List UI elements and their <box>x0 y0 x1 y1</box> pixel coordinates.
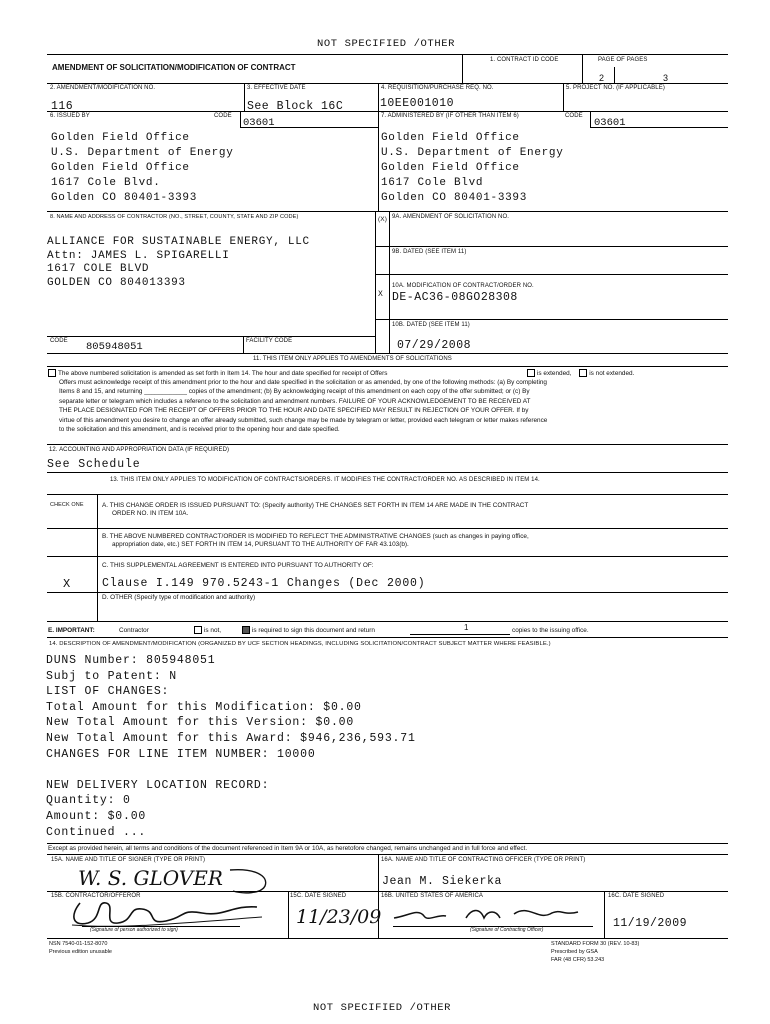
is-required-checkbox[interactable] <box>242 626 250 634</box>
label-10a: 10A. MODIFICATION OF CONTRACT/ORDER NO. <box>392 283 534 289</box>
copies-count: 1 <box>464 623 469 632</box>
item11-header: 11. THIS ITEM ONLY APPLIES TO AMENDMENTS OF SOLICITATIONS <box>253 356 452 362</box>
sig-16b-caption: (Signature of Contracting Officer) <box>470 927 544 933</box>
is-extended-checkbox[interactable] <box>527 369 535 377</box>
item13-header: 13. THIS ITEM ONLY APPLIES TO MODIFICATION OF CONTRACTS/ORDERS. IT MODIFIES THE CONTRACT/ORDER NO. AS DESCRIBED IN ITEM 14. <box>110 477 540 483</box>
contractor-word: Contractor <box>119 627 149 634</box>
contractor-code-value: 805948051 <box>86 341 143 353</box>
issued-code-value: 03601 <box>243 117 275 129</box>
option-c-text: C. THIS SUPPLEMENTAL AGREEMENT IS ENTERED INTO PURSUANT TO AUTHORITY OF: <box>102 562 374 569</box>
page-number: 2 <box>599 73 605 83</box>
label-16a: 16A. NAME AND TITLE OF CONTRACTING OFFICER (TYPE OR PRINT) <box>381 857 586 863</box>
solicitation-amended-checkbox[interactable] <box>48 369 56 377</box>
except-text: Except as provided herein, all terms and conditions of the document referenced in Item 9A or 10A, as heretofore changed, remains unchanged and in full force and effect. <box>48 845 528 852</box>
officer-signature <box>388 898 588 928</box>
is-not-option: is not, <box>194 626 221 635</box>
amend-no-value: 116 <box>51 100 74 113</box>
issued-by-address: Golden Field Office U.S. Department of Energy Golden Field Office 1617 Cole Blvd. Golden CO 80401-3393 <box>51 132 234 204</box>
important-label: E. IMPORTANT: <box>48 627 95 634</box>
value-10a: DE-AC36-08GO28308 <box>392 291 518 304</box>
item12-label: 12. ACCOUNTING AND APPROPRIATION DATA (IF REQUIRED) <box>49 447 230 453</box>
label-15b: 15B. CONTRACTOR/OFFEROR <box>51 893 141 899</box>
is-not-checkbox[interactable] <box>194 626 202 634</box>
footer-right: STANDARD FORM 30 (REV. 10-83) Prescribed by GSA FAR (48 CFR) 53.243 <box>551 941 640 963</box>
item11-first-line: The above numbered solicitation is amended as set forth in Item 14. The hour and date specified for receipt of Offers <box>48 369 387 378</box>
label-15a: 15A. NAME AND TITLE OF SIGNER (TYPE OR PRINT) <box>51 857 206 863</box>
option-d-text: D. OTHER (Specify type of modification and authority) <box>102 594 256 601</box>
contractor-address: ALLIANCE FOR SUSTAINABLE ENERGY, LLC Attn: JAMES L. SPIGARELLI 1617 COLE BLVD GOLDEN CO 804013393 <box>47 236 310 289</box>
item14-label: 14. DESCRIPTION OF AMENDMENT/MODIFICATION (ORGANIZED BY UCF SECTION HEADINGS, INCLUDING SOLICITATION/CONTRACT SUBJECT MATTER WHERE FEASIBLE.) <box>49 641 551 647</box>
banner-bottom: NOT SPECIFIED /OTHER <box>313 1002 452 1014</box>
option-a-text: A. THIS CHANGE ORDER IS ISSUED PURSUANT TO: (Specify authority) THE CHANGES SET FORTH IN ITEM 14 ARE MADE IN THE CONTRACT ORDER NO. IN ITEM 10A. <box>102 502 529 517</box>
item12-value: See Schedule <box>47 458 141 471</box>
form-title: AMENDMENT OF SOLICITATION/MODIFICATION OF CONTRACT <box>52 63 296 72</box>
sig-15b-caption: (Signature of person authorized to sign) <box>90 927 178 933</box>
administered-by-label: 7. ADMINISTERED BY (IF OTHER THAN ITEM 6) <box>381 113 519 119</box>
label-9b: 9B. DATED (SEE ITEM 11) <box>392 249 467 255</box>
admin-code-label: CODE <box>565 113 583 119</box>
copies-text: copies to the issuing office. <box>512 627 589 634</box>
page-of-pages-label: PAGE OF PAGES <box>598 57 648 63</box>
total-pages: 3 <box>663 73 669 83</box>
effective-date-label: 3. EFFECTIVE DATE <box>247 85 306 91</box>
date-15c: 11/23/09 <box>296 906 382 928</box>
check-10a[interactable]: X <box>378 290 383 299</box>
label-10b: 10B. DATED (SEE ITEM 11) <box>392 322 470 328</box>
option-c-authority: Clause I.149 970.5243-1 Changes (Dec 2000) <box>102 577 426 590</box>
effective-date-value: See Block 16C <box>247 100 344 113</box>
officer-name: Jean M. Siekerka <box>382 875 503 888</box>
project-no-label: 5. PROJECT NO. (IF APPLICABLE) <box>566 85 665 91</box>
requisition-value: 10EE001010 <box>380 97 455 110</box>
item14-description: DUNS Number: 805948051 Subj to Patent: N LIST OF CHANGES: Total Amount for this Modification: $0.00 New Total Amount for this Version: $0.00 New Total Amount for this Award: $946,236,593.71 CHANGES FOR LINE ITEM NUMBER: 10000 NEW DELIVERY LOCATION RECORD: Quantity: 0 Amount: $0.00 Continued ... <box>46 654 416 839</box>
label-15c: 15C. DATE SIGNED <box>290 893 347 899</box>
label-9a: 9A. AMENDMENT OF SOLICITATION NO. <box>392 214 509 220</box>
option-b-text: B. THE ABOVE NUMBERED CONTRACT/ORDER IS MODIFIED TO REFLECT THE ADMINISTRATIVE CHANGES (such as changes in paying office, appropriation date, etc.) SET FORTH IN ITEM 14, PURSUANT TO THE AUTHORITY OF FAR 43.103(b). <box>102 533 529 548</box>
label-16b: 16B. UNITED STATES OF AMERICA <box>381 893 484 899</box>
issued-code-label: CODE <box>214 113 232 119</box>
contractor-code-label: CODE <box>50 338 68 344</box>
amend-no-label: 2. AMENDMENT/MODIFICATION NO. <box>50 85 156 91</box>
item11-body: Offers must acknowledge receipt of this amendment prior to the hour and date specified in the solicitation or as amended, by one of the following methods: (a) By completing Items 8 and 15, and returning ____________ copies of the amendment; (b) By acknowledging receipt of this amendment on each copy of the offer submitted; or (c) By separate letter or telegram which includes a reference to the solicitation and amendment numbers. FAILURE OF YOUR ACKNOWLEDGEMENT TO BE RECEIVED AT THE PLACE DESIGNATED FOR THE RECEIPT OF OFFERS PRIOR TO THE HOUR AND DATE SPECIFIED MAY RESULT IN REJECTION OF YOUR OFFER. If by virtue of this amendment you desire to change an offer already submitted, such change may be made by telegram or letter, provided each telegram or letter makes reference to the solicitation and this amendment, and is received prior to the opening hour and date specified. <box>59 379 548 434</box>
administered-by-address: Golden Field Office U.S. Department of Energy Golden Field Office 1617 Cole Blvd Golden CO 80401-3393 <box>381 132 564 204</box>
signer-name: W. S. GLOVER <box>78 866 223 890</box>
is-required-option: is required to sign this document and return <box>242 626 375 635</box>
extension-options: is extended, is not extended. <box>527 369 634 378</box>
admin-code-value: 03601 <box>594 117 626 129</box>
option-c-check[interactable]: X <box>63 577 71 591</box>
contractor-label: 8. NAME AND ADDRESS OF CONTRACTOR (NO., STREET, COUNTY, STATE AND ZIP CODE) <box>50 214 299 220</box>
value-10b: 07/29/2008 <box>397 339 472 352</box>
label-16c: 16C. DATE SIGNED <box>608 893 665 899</box>
facility-code-label: FACILITY CODE <box>246 338 293 344</box>
date-16c: 11/19/2009 <box>613 917 688 930</box>
x-column-label: (X) <box>378 216 387 223</box>
issued-by-label: 6. ISSUED BY <box>50 113 90 119</box>
contract-id-label: 1. CONTRACT ID CODE <box>490 57 559 63</box>
banner-top: NOT SPECIFIED /OTHER <box>317 38 456 50</box>
requisition-label: 4. REQUISITION/PURCHASE REQ. NO. <box>381 85 494 91</box>
check-one-label: CHECK ONE <box>50 502 84 508</box>
is-not-extended-checkbox[interactable] <box>579 369 587 377</box>
footer-left: NSN 7540-01-152-8070 Previous edition unusable <box>49 941 112 955</box>
